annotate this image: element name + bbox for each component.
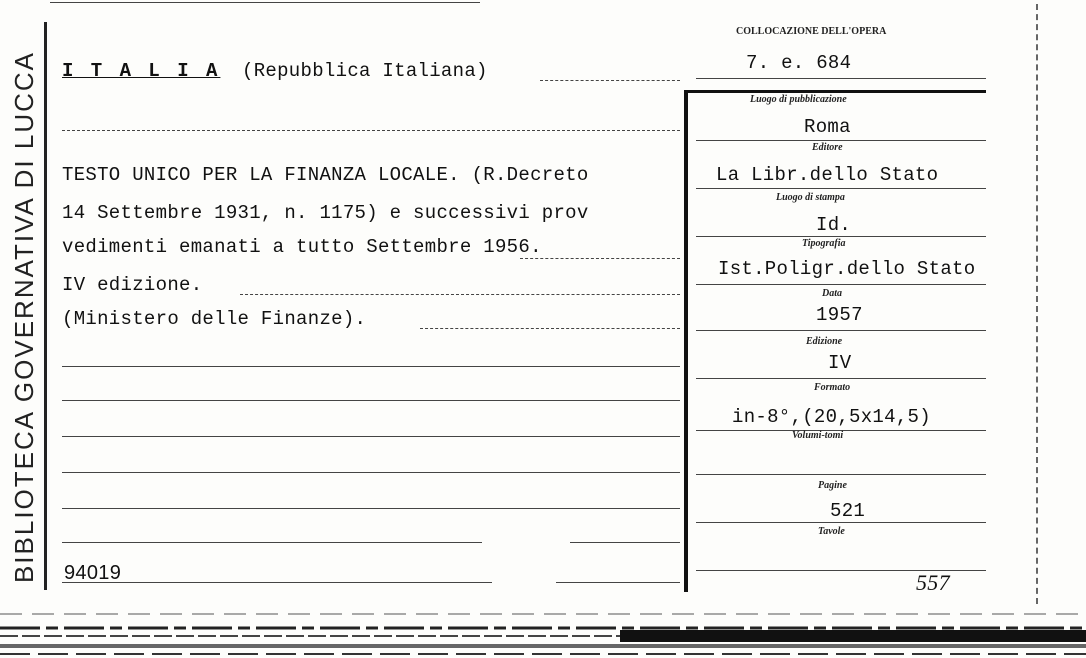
ruled-line (62, 472, 680, 473)
edizione-value: IV (828, 352, 852, 374)
luogo-stampa-label: Luogo di stampa (776, 192, 845, 203)
library-name: BIBLIOTECA GOVERNATIVA DI LUCCA (9, 50, 39, 584)
title-line-2: 14 Settembre 1931, n. 1175) e successivi prov (62, 202, 589, 224)
author-note: (Repubblica Italiana) (242, 60, 488, 82)
tavole-label: Tavole (818, 526, 845, 537)
ruled-line (62, 542, 482, 543)
tipografia-label: Tipografia (802, 238, 846, 249)
bracket-side (684, 92, 688, 592)
tipografia-value: Ist.Poligr.dello Stato (718, 258, 976, 280)
publisher-rule (420, 328, 680, 329)
ruled-line (62, 400, 680, 401)
luogo-stampa-rule (696, 236, 986, 237)
luogo-stampa-value: Id. (816, 214, 852, 236)
blank-rule (62, 130, 680, 131)
title-line-3: vedimenti emanati a tutto Settembre 1956. (62, 236, 542, 258)
editore-label: Editore (812, 142, 843, 153)
tipografia-rule (696, 284, 986, 285)
luogo-value: Roma (804, 116, 851, 138)
formato-value: in-8°,(20,5x14,5) (732, 406, 931, 428)
edition-line: IV edizione. (62, 274, 203, 296)
title-rule-3 (520, 258, 680, 259)
title-line-1: TESTO UNICO PER LA FINANZA LOCALE. (R.Decreto (62, 164, 589, 186)
edizione-label: Edizione (806, 336, 843, 347)
shelfmark-rule (696, 78, 986, 79)
shelfmark: 7. e. 684 (746, 52, 852, 74)
inventory-rule (62, 582, 492, 583)
data-label: Data (822, 288, 842, 299)
right-edge-mark (1036, 4, 1041, 604)
volumi-rule (696, 474, 986, 475)
inventory-rule-2 (556, 582, 680, 583)
author-rule (540, 80, 680, 81)
ruled-line (62, 436, 680, 437)
ruled-line (62, 366, 680, 367)
bracket-top (684, 90, 986, 93)
inventory-number: 94019 (64, 562, 122, 584)
luogo-rule (696, 140, 986, 141)
data-value: 1957 (816, 304, 863, 326)
volumi-label: Volumi-tomi (792, 430, 844, 441)
pagine-label: Pagine (818, 480, 847, 491)
margin-line (44, 22, 47, 590)
ruled-line (570, 542, 680, 543)
edition-rule (240, 294, 680, 295)
data-rule (696, 330, 986, 331)
pagine-value: 521 (830, 500, 866, 522)
luogo-label: Luogo di pubblicazione (750, 94, 847, 105)
collocazione-label: COLLOCAZIONE DELL'OPERA (736, 26, 887, 37)
signature: 557 (916, 570, 950, 595)
top-edge-line (50, 2, 480, 3)
edizione-rule (696, 378, 986, 379)
editore-rule (696, 188, 986, 189)
pagine-rule (696, 522, 986, 523)
publisher-line: (Ministero delle Finanze). (62, 308, 367, 330)
scan-edge-noise (0, 606, 1086, 658)
ruled-line (62, 508, 680, 509)
author-heading: I T A L I A (62, 60, 221, 82)
editore-value: La Libr.dello Stato (716, 164, 939, 186)
formato-label: Formato (814, 382, 851, 393)
